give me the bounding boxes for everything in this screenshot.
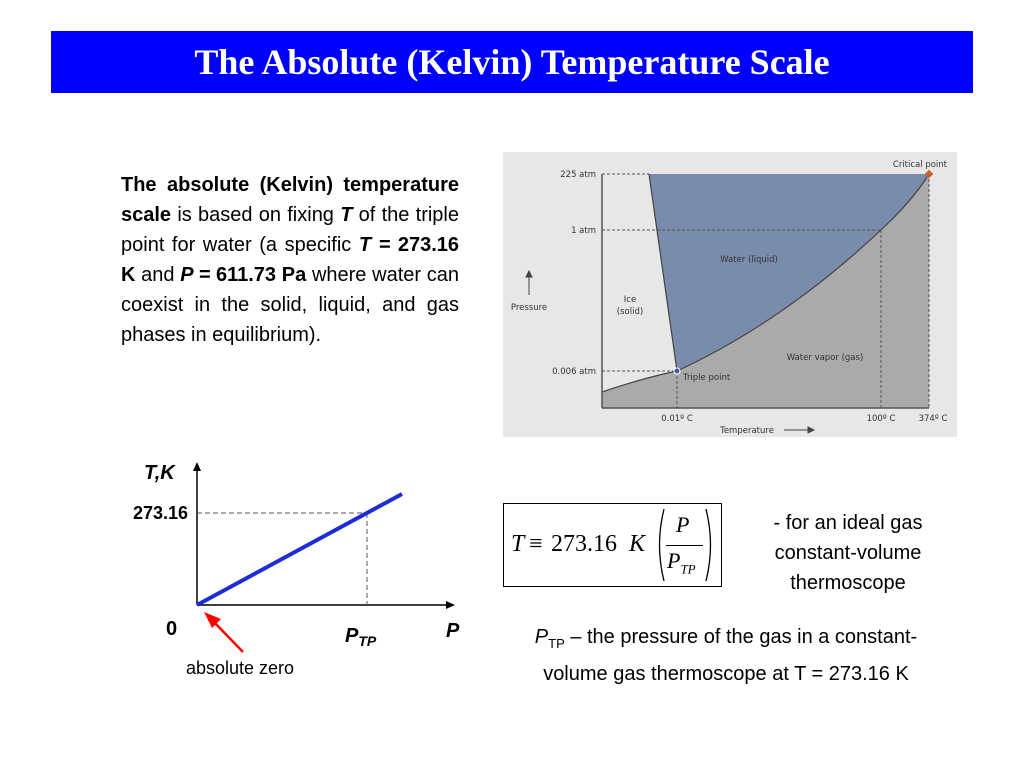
intro-bold-term: The absolute (Kelvin) temperature scale (121, 174, 459, 226)
triple-point-label: Triple point (683, 373, 731, 383)
ptp-symbol: P (534, 626, 549, 648)
tk-origin: 0 (166, 618, 178, 640)
intro-text (121, 170, 459, 350)
ideal-gas-note: - for an ideal gas constant-volume thermoscope (773, 512, 923, 594)
formula-numerator: P (676, 512, 690, 537)
kelvin-formula (503, 503, 722, 587)
tick-1atm: 1 atm (571, 226, 596, 236)
temperature-arrow-head (808, 427, 814, 433)
formula-T: T (511, 531, 525, 557)
formula-denominator-sub: TP (680, 561, 696, 577)
intro-P-value: 611.73 Pa (215, 264, 307, 286)
tk-linear-line (197, 494, 402, 605)
temperature-axis-label: Temperature (720, 426, 774, 436)
tk-ptp-tick (345, 625, 377, 649)
intro-T-equals: T = (358, 234, 398, 256)
absolute-zero-label: absolute zero (185, 658, 295, 678)
ptp-definition (520, 622, 932, 689)
tick-100c: 100º C (866, 414, 896, 424)
water-liquid-label: Water (liquid) (720, 255, 778, 265)
formula-fraction-bar (666, 545, 703, 546)
formula-K: K (629, 531, 646, 557)
ptp-text: – the pressure of the gas in a constant-volume gas thermoscope at T = 273.16 K (543, 626, 918, 685)
pressure-axis-label: Pressure (510, 303, 548, 313)
tick-374c: 374º C (918, 414, 948, 424)
tick-0006atm: 0.006 atm (552, 367, 596, 377)
formula-left-paren (654, 507, 666, 583)
pressure-arrow-head (526, 271, 532, 277)
ptp-subscript: TP (548, 636, 565, 651)
intro-part: of the triple point for water (a specific (121, 204, 459, 256)
formula-denominator (667, 548, 696, 577)
intro-part: and (135, 264, 181, 286)
intro-T-value: 273.16 K (121, 234, 459, 286)
tick-001c: 0.01º C (661, 414, 693, 424)
ice-label: Ice (623, 295, 637, 305)
formula-right-paren (704, 507, 716, 583)
triple-point-marker (674, 368, 680, 374)
tk-y-value: 273.16 (132, 503, 188, 523)
intro-part: where water can coexist in the solid, liquid, and gas phases in equilibrium). (121, 264, 460, 346)
critical-point-label: Critical point (892, 160, 947, 170)
intro-P-equals: P = (180, 264, 216, 286)
tk-x-arrowhead (446, 601, 455, 609)
title-bar (51, 31, 973, 93)
tk-y-arrowhead (193, 462, 201, 471)
kelvin-pressure-graph (100, 455, 480, 692)
formula-equiv: ≡ (529, 531, 543, 557)
formula-value: 273.16 (551, 531, 617, 557)
tk-ptp-main: P (345, 625, 359, 647)
tk-x-label: P (446, 620, 460, 642)
tk-y-label: T,K (144, 462, 175, 484)
formula-denominator-main: P (667, 548, 681, 573)
intro-T-symbol: T (340, 204, 353, 226)
water-vapor-label: Water vapor (gas) (786, 353, 864, 363)
tick-225atm: 225 atm (560, 170, 596, 180)
tk-ptp-sub: TP (358, 633, 377, 649)
absolute-zero-arrow (213, 621, 243, 652)
ice-label-solid: (solid) (616, 307, 644, 317)
phase-diagram (503, 152, 957, 437)
slide-title: The Absolute (Kelvin) Temperature Scale (194, 42, 830, 82)
intro-part: is based on fixing (171, 204, 341, 226)
